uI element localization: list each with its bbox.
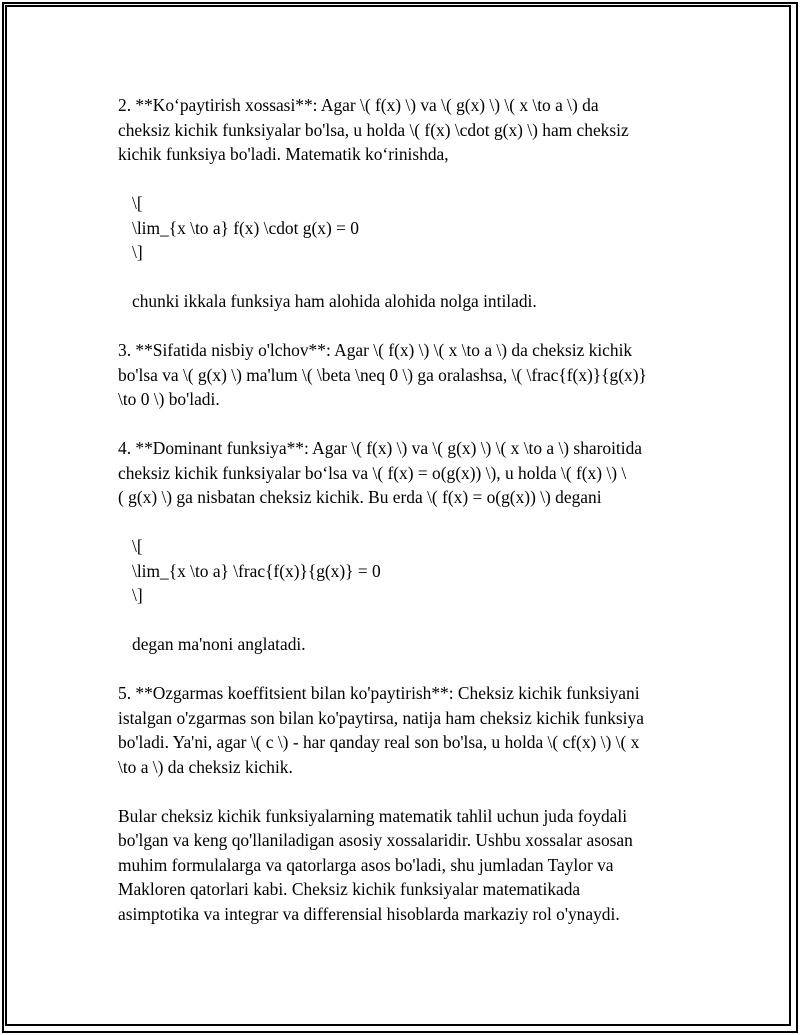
text-line: bo'ladi. Ya'ni, agar \( c \) - har qanday real son bo'lsa, u holda \( cf(x) \) \( x — [118, 732, 640, 752]
item-4-explanation: degan ma'noni anglatadi. — [132, 634, 306, 654]
text-line: cheksiz kichik funksiyalar bo'lsa, u holda \( f(x) \cdot g(x) \) ham cheksiz — [118, 119, 629, 140]
formula-line: \lim_{x \to a} \frac{f(x)}{g(x)} = 0 — [132, 560, 381, 581]
text-line: 3. **Sifatida nisbiy o'lchov**: Agar \( f(x) \) \( x \to a \) da cheksiz kichik — [118, 340, 633, 360]
summary-paragraph — [118, 804, 688, 927]
text-line: muhim formulalarga va qatorlarga asos bo'ladi, shu jumladan Taylor va — [118, 854, 614, 875]
formula-line: \lim_{x \to a} f(x) \cdot g(x) = 0 — [132, 217, 359, 238]
item-2-paragraph — [118, 93, 688, 167]
item-2-explanation: chunki ikkala funksiya ham alohida alohida nolga intiladi. — [132, 291, 537, 311]
text-line: istalgan o'zgarmas son bilan ko'paytirsa, natija ham cheksiz kichik funksiya — [118, 707, 644, 728]
text-line: Bular cheksiz kichik funksiyalarning matematik tahlil uchun juda foydali — [118, 805, 628, 826]
text-line: bo'lsa va \( g(x) \) ma'lum \( \beta \neq 0 \) ga oralashsa, \( \frac{f(x)}{g(x)} — [118, 364, 647, 385]
text-line: \to 0 \) bo'ladi. — [118, 389, 220, 409]
item-4-paragraph — [118, 436, 688, 510]
text-line: bo'lgan va keng qo'llaniladigan asosiy xossalaridir. Ushbu xossalar asosan — [118, 830, 633, 850]
item-3-paragraph — [118, 338, 688, 412]
text-line: Makloren qatorlari kabi. Cheksiz kichik funksiyalar matematikada — [118, 879, 581, 899]
text-line: kichik funksiya bo'ladi. Matematik ko‘rinishda, — [118, 144, 449, 164]
formula-line: \] — [132, 242, 143, 262]
formula-line: \[ — [132, 536, 143, 556]
item-2-formula — [118, 191, 688, 265]
item-4-formula — [118, 534, 688, 608]
text-line: asimptotika va integrar va differensial hisoblarda markaziy rol o'ynaydi. — [118, 903, 620, 924]
text-line: 5. **Ozgarmas koeffitsient bilan ko'paytirish**: Cheksiz kichik funksiyani — [118, 683, 640, 703]
text-line: \to a \) da cheksiz kichik. — [118, 756, 293, 777]
text-line: 4. **Dominant funksiya**: Agar \( f(x) \) va \( g(x) \) \( x \to a \) sharoitida — [118, 438, 643, 458]
text-line: ( g(x) \) ga nisbatan cheksiz kichik. Bu erda \( f(x) = o(g(x)) \) degani — [118, 487, 602, 507]
document-body — [118, 93, 688, 926]
text-line: cheksiz kichik funksiyalar bo‘lsa va \( f(x) = o(g(x)) \), u holda \( f(x) \) \ — [118, 462, 627, 483]
item-5-paragraph — [118, 681, 688, 779]
formula-line: \[ — [132, 193, 143, 213]
text-line: 2. **Ko‘paytirish xossasi**: Agar \( f(x) \) va \( g(x) \) \( x \to a \) da — [118, 95, 599, 115]
formula-line: \] — [132, 585, 143, 605]
